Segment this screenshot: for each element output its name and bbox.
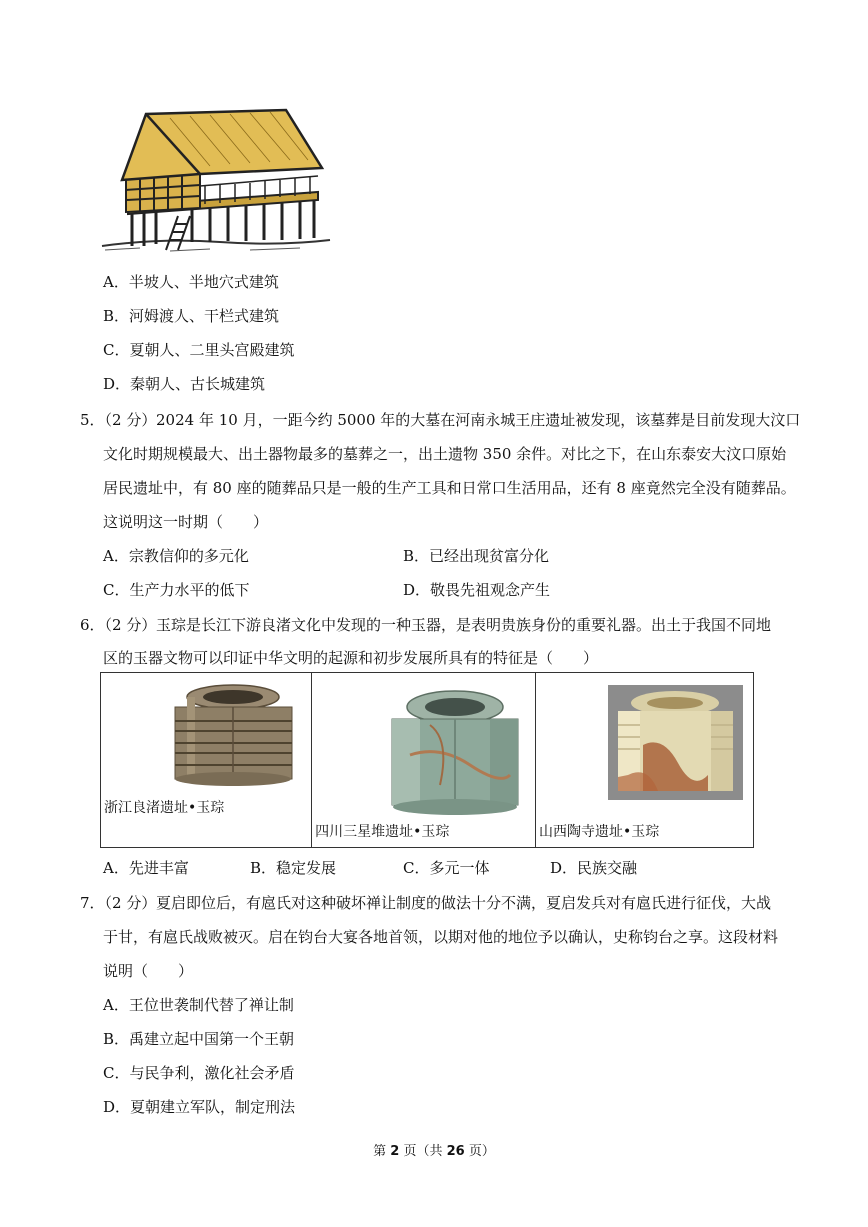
question-text-line: 区的玉器文物可以印证中华文明的起源和初步发展所具有的特征是（ ） [103,649,599,667]
question-text-line: 玉琮是长江下游良渚文化中发现的一种玉器，是表明贵族身份的重要礼器。出土于我国不同地 [156,616,772,634]
question-number: 6．（2 分） [80,616,157,634]
option-a[interactable]: A．先进丰富 [103,859,189,877]
option-c[interactable]: C．多元一体 [403,859,490,877]
question-text-line: 说明（ ） [103,962,194,980]
jade-cell-liangzhu [101,673,312,848]
question-text-line: 这说明这一时期（ ） [103,513,269,531]
jade-cell-sanxingdui [312,673,536,848]
total-pages-number: 26 [446,1144,465,1159]
question-text-line: 居民遗址中，有 80 座的随葬品只是一般的生产工具和日常口生活用品，还有 8 座竟然完全没有随葬品。 [103,479,796,497]
footer-middle: 页（共 [399,1144,447,1159]
question-text-line: 于甘，有扈氏战败被灭。启在钧台大宴各地首领，以期对他的地位予以确认，史称钧台之享。这段材料 [103,928,779,946]
option-a[interactable]: A．王位世袭制代替了禅让制 [103,996,294,1014]
option-c[interactable]: C．生产力水平的低下 [103,581,250,599]
option-d[interactable]: D．敬畏先祖观念产生 [403,581,551,599]
question-text-line: 2024 年 10 月，一距今约 5000 年的大墓在河南永城王庄遗址被发现，该墓葬是目前发现大汶口 [156,411,801,429]
liangzhu-jade-cong-image [171,683,296,788]
question-number: 7．（2 分） [80,894,157,912]
taosi-jade-cong-image [608,685,743,800]
jade-cell-taosi [536,673,754,848]
option-b[interactable]: B．已经出现贫富分化 [403,547,550,565]
jade-cong-table [100,672,754,848]
footer-suffix: 页） [464,1144,495,1159]
stilt-house-illustration [100,108,332,256]
question-number: 5．（2 分） [80,411,157,429]
option-a[interactable]: A．半坡人、半地穴式建筑 [103,273,279,291]
question-text-line: 夏启即位后，有扈氏对这种破坏禅让制度的做法十分不满，夏启发兵对有扈氏进行征伐，大战 [156,894,772,912]
caption-liangzhu: 浙江良渚遗址•玉琮 [104,800,225,816]
option-a[interactable]: A．宗教信仰的多元化 [103,547,249,565]
option-c[interactable]: C．夏朝人、二里头宫殿建筑 [103,341,295,359]
option-b[interactable]: B．禹建立起中国第一个王朝 [103,1030,295,1048]
caption-sanxingdui: 四川三星堆遗址•玉琮 [315,824,450,840]
question-text-line: 文化时期规模最大、出土器物最多的墓葬之一，出土遗物 350 余件。对比之下，在山东泰安大汶口原始 [103,445,787,463]
option-d[interactable]: D．秦朝人、古长城建筑 [103,375,266,393]
option-b[interactable]: B．稳定发展 [250,859,337,877]
sanxingdui-jade-cong-image [380,685,530,821]
option-d[interactable]: D．民族交融 [550,859,638,877]
option-d[interactable]: D．夏朝建立军队，制定刑法 [103,1098,296,1116]
current-page-number: 2 [390,1144,400,1159]
page-footer [0,1140,868,1159]
option-b[interactable]: B．河姆渡人、干栏式建筑 [103,307,280,325]
caption-taosi: 山西陶寺遗址•玉琮 [539,824,660,840]
footer-prefix: 第 [373,1144,391,1159]
option-c[interactable]: C．与民争利，激化社会矛盾 [103,1064,295,1082]
